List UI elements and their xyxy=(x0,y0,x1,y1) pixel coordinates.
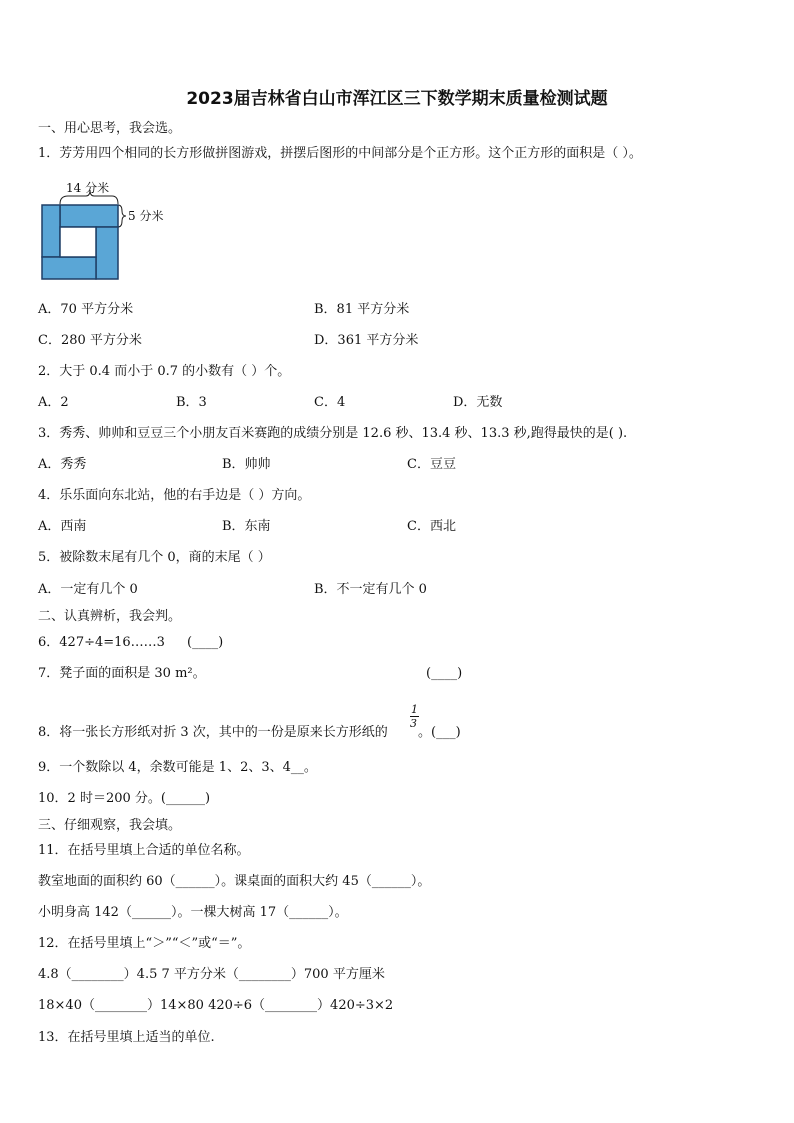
question-7-text: 7．凳子面的面积是 30 m²。 xyxy=(38,666,206,681)
q3-option-a[interactable]: A．秀秀 xyxy=(38,457,87,472)
q3-option-c[interactable]: C．豆豆 xyxy=(407,457,456,472)
q4-option-a[interactable]: A．西南 xyxy=(38,519,87,534)
section-heading-judge: 二、认真辨析，我会判。 xyxy=(38,609,182,624)
question-2-text: 2．大于 0.4 而小于 0.7 的小数有（ ）个。 xyxy=(38,364,291,379)
question-4-text: 4．乐乐面向东北站，他的右手边是（ ）方向。 xyxy=(38,488,311,503)
question-1-text: 1．芳芳用四个相同的长方形做拼图游戏，拼摆后图形的中间部分是个正方形。这个正方形的面积是（ ）。 xyxy=(38,146,642,161)
question-6-blank[interactable]: (____) xyxy=(187,635,224,650)
q2-option-d[interactable]: D．无数 xyxy=(453,395,503,410)
figure-top-label: 14 分米 xyxy=(66,181,110,195)
question-8-text: 8．将一张长方形纸对折 3 次，其中的一份是原来长方形纸的 xyxy=(38,725,388,740)
question-3-text: 3．秀秀、帅帅和豆豆三个小朋友百米赛跑的成绩分别是 12.6 秒、13.4 秒、13.3 秒,跑得最快的是( ). xyxy=(38,426,628,441)
question-11-line-2[interactable]: 小明身高 142（______）。一棵大树高 17（______）。 xyxy=(38,905,348,920)
q1-option-c[interactable]: C．280 平方分米 xyxy=(38,333,142,348)
question-12-line-1[interactable]: 4.8（________）4.5 7 平方分米（________）700 平方厘米 xyxy=(38,967,385,982)
q3-option-b[interactable]: B．帅帅 xyxy=(222,457,271,472)
q2-option-b[interactable]: B．3 xyxy=(176,395,207,410)
rectangles-figure xyxy=(38,178,198,282)
page-title: 2023届吉林省白山市浑江区三下数学期末质量检测试题 xyxy=(186,89,608,109)
question-6-text: 6．427÷4=16……3 xyxy=(38,635,165,650)
fraction-denominator: 3 xyxy=(410,717,417,730)
q1-option-b[interactable]: B．81 平方分米 xyxy=(314,302,410,317)
question-11-line-1[interactable]: 教室地面的面积约 60（______）。课桌面的面积大约 45（______）。 xyxy=(38,874,431,889)
question-7-blank[interactable]: (____) xyxy=(426,666,463,681)
question-11-text: 11．在括号里填上合适的单位名称。 xyxy=(38,843,250,858)
q2-option-c[interactable]: C．4 xyxy=(314,395,346,410)
q2-option-a[interactable]: A．2 xyxy=(38,395,69,410)
question-12-line-2[interactable]: 18×40（________）14×80 420÷6（________）420÷3×2 xyxy=(38,998,394,1013)
question-8-blank[interactable]: 。(___) xyxy=(418,725,461,740)
q1-option-a[interactable]: A．70 平方分米 xyxy=(38,302,134,317)
question-5-text: 5．被除数末尾有几个 0，商的末尾（ ） xyxy=(38,550,271,565)
question-9-text: 9．一个数除以 4，余数可能是 1、2、3、4__。 xyxy=(38,760,317,775)
q5-option-b[interactable]: B．不一定有几个 0 xyxy=(314,582,427,597)
question-10-text: 10．2 时＝200 分。(______) xyxy=(38,791,211,806)
figure-side-label: 5 分米 xyxy=(128,209,164,223)
fraction-numerator: 1 xyxy=(411,703,418,716)
q1-option-d[interactable]: D．361 平方分米 xyxy=(314,333,419,348)
q4-option-b[interactable]: B．东南 xyxy=(222,519,271,534)
q4-option-c[interactable]: C．西北 xyxy=(407,519,456,534)
section-heading-fill: 三、仔细观察，我会填。 xyxy=(38,818,182,833)
section-heading-choose: 一、用心思考，我会选。 xyxy=(38,121,182,136)
question-12-text: 12．在括号里填上“＞”“＜”或“＝”。 xyxy=(38,936,251,951)
q5-option-a[interactable]: A．一定有几个 0 xyxy=(38,582,138,597)
question-13-text: 13．在括号里填上适当的单位. xyxy=(38,1030,215,1045)
